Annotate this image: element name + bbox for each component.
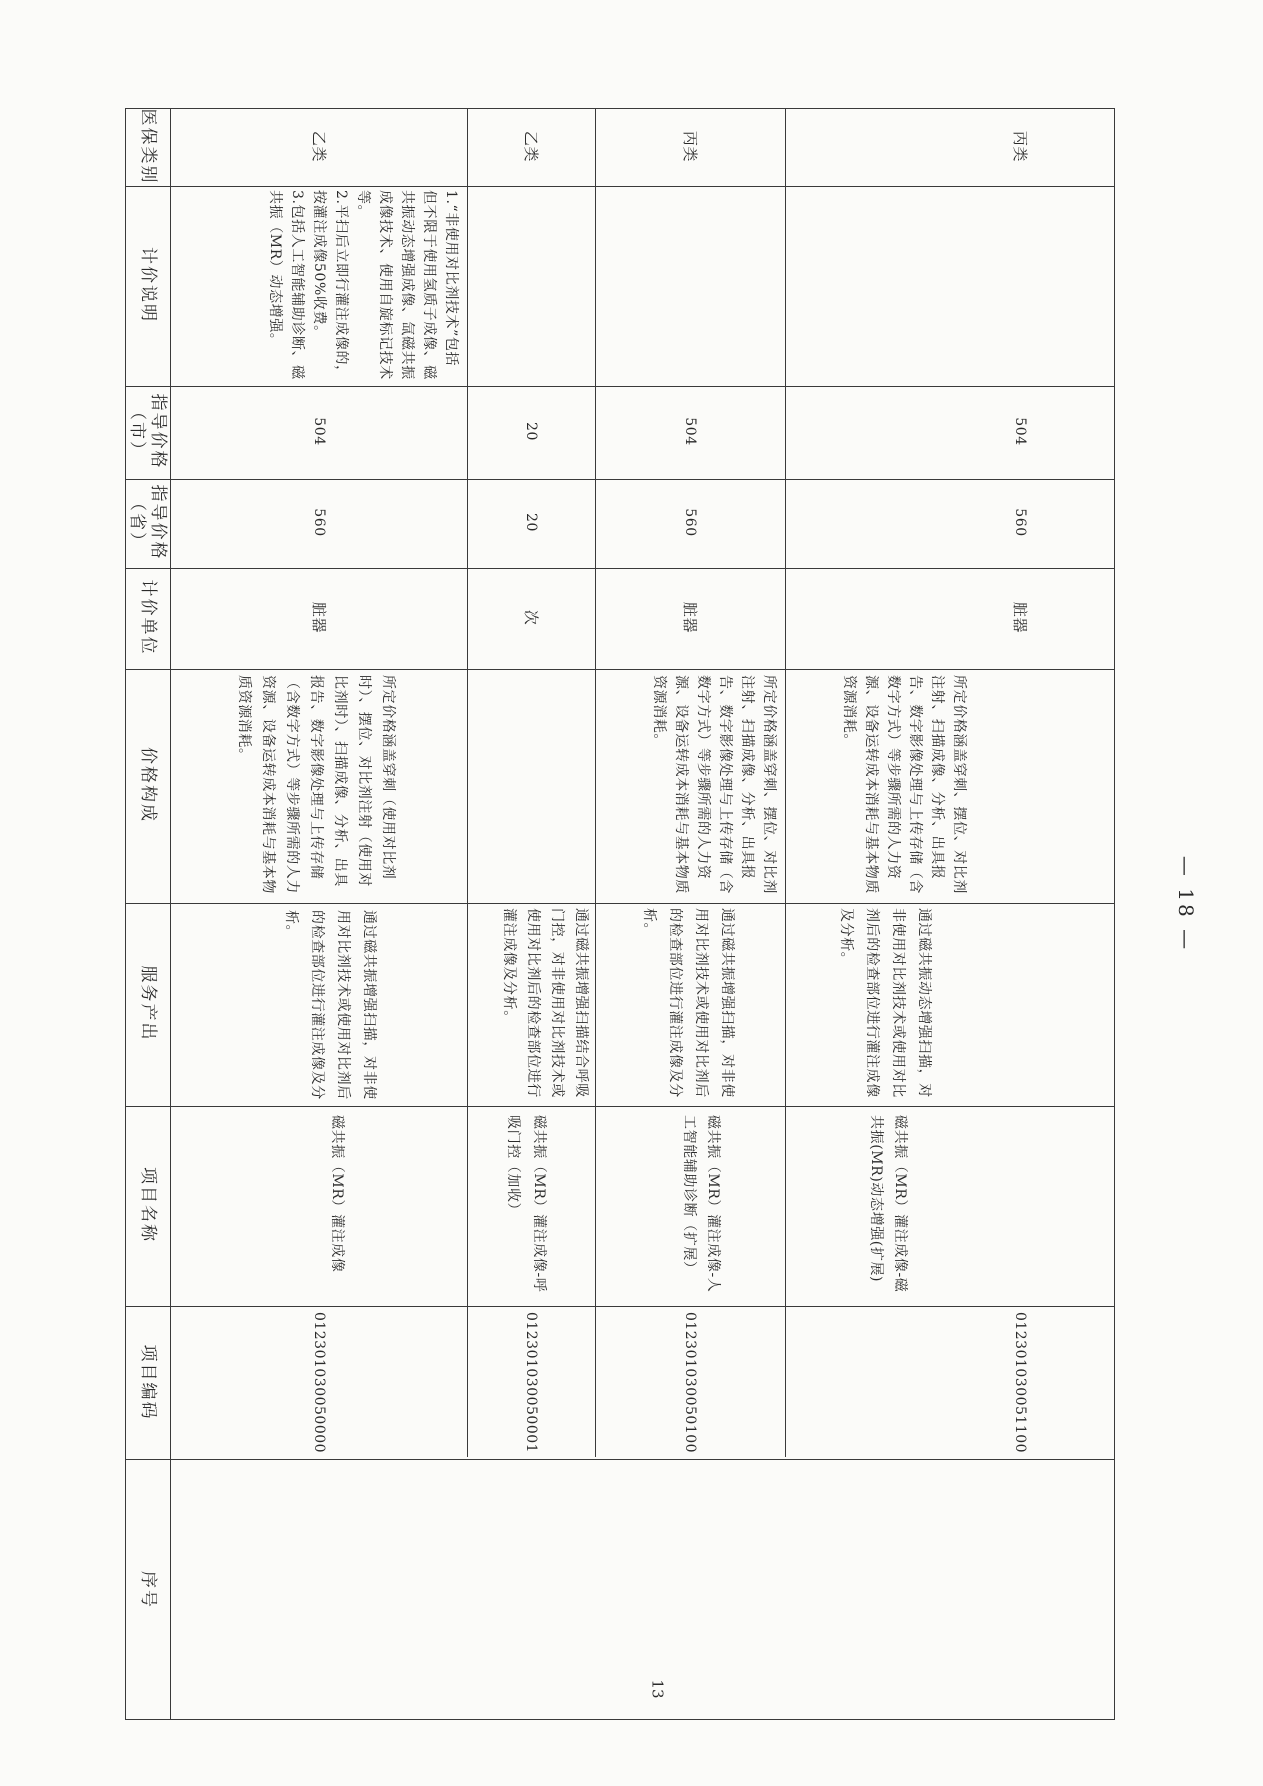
row4-name: 磁共振（MR）灌注成像-磁共振(MR)动态增强(扩展) bbox=[868, 1115, 908, 1293]
row4-code: 012301030051100 bbox=[1012, 1311, 1028, 1454]
col-divider bbox=[126, 669, 1114, 670]
header-output: 服务产出 bbox=[138, 965, 158, 1042]
header-price-city: 指导价格（市） bbox=[127, 393, 168, 470]
row-divider bbox=[785, 109, 786, 1457]
header-notes: 计价说明 bbox=[138, 247, 158, 323]
row3-price-province: 560 bbox=[682, 508, 698, 537]
row1-price-city: 504 bbox=[311, 417, 327, 446]
row4-output: 通过磁共振动态增强扫描，对非使用对比剂技术或使用对比剂后的检查部位进行灌注成像及分析。 bbox=[838, 908, 932, 1098]
col-divider bbox=[126, 1106, 1114, 1107]
row4-unit: 脏器 bbox=[1011, 601, 1029, 634]
header-price-province: 指导价格（省） bbox=[127, 484, 168, 561]
header-divider bbox=[170, 109, 171, 1719]
row4-composition: 所定价格涵盖穿刺、摆位、对比剂注射、扫描成像、分析、出具报告、数字影像处理与上传存储（含数字方式）等步骤所需的人力资源、设备运转成本消耗与基本物质资源消耗。 bbox=[841, 675, 967, 894]
row1-composition: 所定价格涵盖穿刺（使用对比剂时）、摆位、对比剂注射（使用对比剂时）、扫描成像、分析、出具报告、数字影像处理与上传存储（含数字方式）等步骤所需的人力资源、设备运转成本消耗与基本物质资源消耗。 bbox=[236, 675, 396, 894]
row2-name: 磁共振（MR）灌注成像-呼吸门控（加收） bbox=[505, 1115, 547, 1293]
col-divider bbox=[126, 186, 1114, 187]
row2-code: 012301030050001 bbox=[523, 1311, 539, 1454]
row1-insurance: 乙类 bbox=[310, 130, 328, 163]
row-divider bbox=[595, 109, 596, 1457]
row3-code: 012301030050100 bbox=[682, 1311, 698, 1454]
row4-price-city: 504 bbox=[1012, 417, 1028, 446]
page-number: — 18 — bbox=[1174, 855, 1198, 953]
col-divider bbox=[126, 903, 1114, 904]
header-unit: 计价单位 bbox=[138, 579, 158, 656]
header-name: 项目名称 bbox=[138, 1167, 158, 1243]
header-composition: 价格构成 bbox=[138, 747, 158, 823]
row1-notes: 1.“非使用对比剂技术”包括但不限于使用氢质子成像、磁共振动态增强成像、氙磁共振成像技术、使用自旋标记技术等。 2.平扫后立即行灌注成像的，按灌注成像50%收费。 3.包括人工智能辅助诊断、磁共振（MR）动态增强。 bbox=[267, 190, 459, 380]
row3-insurance: 丙类 bbox=[681, 130, 699, 163]
row-divider bbox=[467, 109, 468, 1457]
row1-output: 通过磁共振增强扫描，对非使用对比剂技术或使用对比剂后的检查部位进行灌注成像及分析。 bbox=[283, 910, 377, 1100]
header-seq: 序号 bbox=[138, 1571, 158, 1609]
row3-output: 通过磁共振增强扫描，对非使用对比剂技术或使用对比剂后的检查部位进行灌注成像及分析。 bbox=[641, 908, 735, 1098]
row2-price-province: 20 bbox=[523, 512, 539, 532]
header-code: 项目编码 bbox=[138, 1344, 158, 1421]
row1-unit: 脏器 bbox=[310, 601, 328, 634]
row3-name: 磁共振（MR）灌注成像-人工智能辅助诊断（扩展） bbox=[681, 1115, 721, 1293]
row3-price-city: 504 bbox=[682, 417, 698, 446]
row1-name: 磁共振（MR）灌注成像 bbox=[329, 1115, 345, 1273]
row2-unit: 次 bbox=[522, 609, 540, 626]
row3-unit: 脏器 bbox=[681, 601, 699, 634]
row2-insurance: 乙类 bbox=[522, 130, 540, 163]
row1-price-province: 560 bbox=[311, 508, 327, 537]
header-insurance: 医保类别 bbox=[138, 108, 158, 185]
row1-code: 012301030050000 bbox=[311, 1311, 327, 1454]
row4-price-province: 560 bbox=[1012, 508, 1028, 537]
row4-insurance: 丙类 bbox=[1011, 130, 1029, 163]
row3-composition: 所定价格涵盖穿刺、摆位、对比剂注射、扫描成像、分析、出具报告、数字影像处理与上传存储（含数字方式）等步骤所需的人力资源、设备运转成本消耗与基本物质资源消耗。 bbox=[651, 675, 777, 894]
row2-output: 通过磁共振增强扫描结合呼吸门控，对非使用对比剂技术或使用对比剂后的检查部位进行灌注成像及分析。 bbox=[501, 908, 589, 1098]
row-sequence-number: 13 bbox=[648, 1679, 667, 1699]
row2-price-city: 20 bbox=[523, 421, 539, 441]
